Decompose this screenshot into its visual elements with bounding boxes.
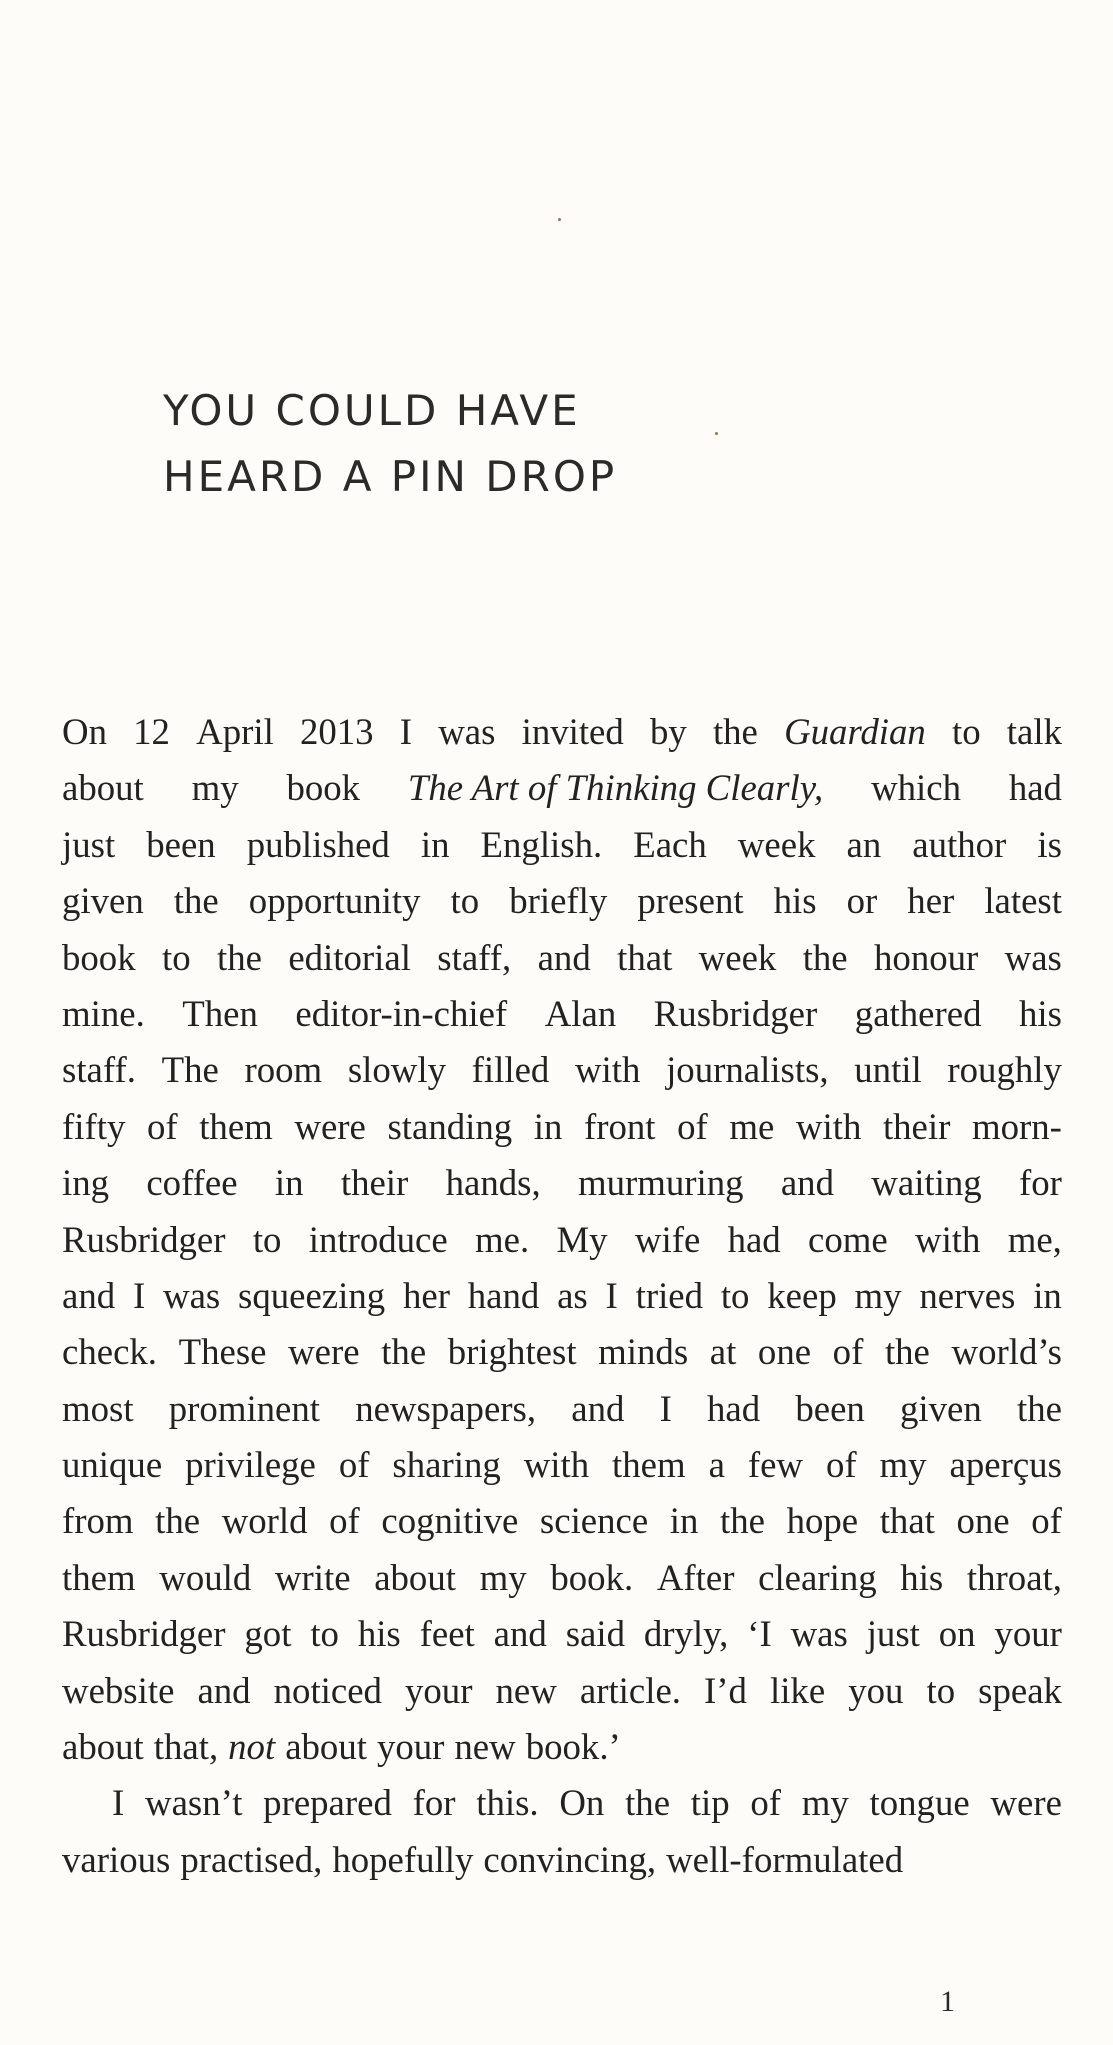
word: of: [832, 1331, 864, 1373]
word: wasn’t: [145, 1782, 243, 1824]
word: staff.: [62, 1049, 136, 1091]
word: present: [637, 880, 744, 922]
word: were: [294, 1105, 366, 1147]
word: throat,: [966, 1556, 1062, 1598]
word: his: [1018, 992, 1062, 1034]
text-line: [62, 1268, 1062, 1324]
text-line: [62, 1437, 1062, 1493]
word: I: [659, 1387, 672, 1429]
word: your: [405, 1669, 473, 1711]
word: The: [161, 1049, 219, 1091]
word: given: [900, 1387, 982, 1429]
word: well-formulated: [666, 1838, 904, 1880]
word: the: [173, 880, 219, 922]
word: Then: [182, 992, 258, 1034]
word: got: [244, 1613, 292, 1655]
word: one: [956, 1500, 1010, 1542]
word: that: [617, 936, 673, 978]
word: book.’: [525, 1726, 621, 1768]
word: talk: [1006, 711, 1062, 752]
word: Each: [633, 823, 707, 865]
word: and: [62, 1274, 116, 1316]
word: hopefully: [332, 1838, 474, 1880]
text-line: [62, 1324, 1062, 1380]
text-line: [62, 704, 1062, 760]
word: the: [155, 1500, 201, 1542]
word: to: [252, 1218, 282, 1260]
word: an: [846, 823, 882, 865]
word: roughly: [947, 1049, 1062, 1091]
word: to: [926, 1669, 956, 1711]
word: hand: [467, 1274, 540, 1316]
word: front: [583, 1105, 656, 1147]
word: and: [197, 1669, 251, 1711]
word: honour: [874, 936, 979, 978]
word: them: [199, 1105, 273, 1147]
text-line: [62, 1775, 1062, 1831]
word: which: [871, 767, 961, 809]
word: by: [649, 711, 687, 752]
word: in: [420, 823, 450, 865]
text-line: [62, 1550, 1062, 1606]
word: editor-in-chief: [295, 992, 508, 1034]
word: book.: [550, 1556, 634, 1598]
word: Rusbridger: [653, 992, 818, 1034]
word: new: [495, 1669, 557, 1711]
word: his: [773, 880, 817, 922]
word: book: [286, 767, 361, 809]
word: been: [146, 823, 216, 865]
word: various: [62, 1838, 171, 1880]
word: them: [612, 1444, 686, 1486]
word: the: [720, 1500, 765, 1542]
word: new: [454, 1726, 516, 1768]
word: were: [990, 1782, 1062, 1824]
word: to: [310, 1613, 339, 1655]
word: to: [450, 880, 480, 922]
word: at: [709, 1331, 737, 1373]
word: waiting: [871, 1162, 982, 1204]
word: introduce: [308, 1218, 448, 1260]
word: unique: [62, 1444, 163, 1486]
word: I: [112, 1782, 125, 1824]
word: with: [523, 1444, 590, 1486]
word: of: [329, 1500, 360, 1542]
word: the: [712, 711, 758, 752]
word: not: [228, 1726, 276, 1768]
word: their: [340, 1162, 409, 1204]
word: My: [556, 1218, 608, 1260]
word: for: [1018, 1162, 1062, 1204]
word: my: [879, 1444, 927, 1486]
word: with: [795, 1105, 862, 1147]
word: squeezing: [238, 1274, 386, 1316]
word: science: [539, 1500, 649, 1542]
word: with: [574, 1049, 641, 1091]
word: the: [884, 1331, 930, 1373]
word: with: [915, 1218, 981, 1260]
word: in: [274, 1162, 304, 1204]
word: privilege: [185, 1444, 316, 1486]
word: were: [288, 1331, 360, 1373]
word: standing: [387, 1105, 513, 1147]
text-line: [62, 873, 1062, 929]
word: like: [769, 1669, 826, 1711]
word: tongue: [869, 1782, 970, 1824]
word: in: [533, 1105, 563, 1147]
word: world’s: [951, 1331, 1062, 1373]
word: ‘I: [747, 1613, 772, 1655]
chapter-title-line-2: HEARD A PIN DROP: [163, 452, 618, 501]
word: and: [537, 936, 591, 978]
word: week: [698, 936, 777, 978]
word: sharing: [392, 1444, 501, 1486]
text-line: [62, 930, 1062, 986]
word: After: [656, 1556, 735, 1598]
word: These: [178, 1331, 267, 1373]
word: his: [900, 1556, 944, 1598]
word: one: [757, 1331, 812, 1373]
word: of: [146, 1105, 178, 1147]
word: the: [1016, 1387, 1062, 1429]
word: been: [795, 1387, 865, 1429]
word: me.: [475, 1218, 530, 1260]
paper-speck: [715, 432, 718, 435]
word: morn-: [971, 1105, 1062, 1147]
text-line: [62, 817, 1062, 873]
word: Guardian: [784, 711, 926, 752]
word: my: [854, 1274, 902, 1316]
word: tried: [635, 1274, 704, 1316]
word: article.: [579, 1669, 681, 1711]
word: journalists,: [666, 1049, 829, 1091]
word: room: [244, 1049, 323, 1091]
word: brightest: [447, 1331, 577, 1373]
word: until: [854, 1049, 922, 1091]
word: in: [1033, 1274, 1062, 1316]
word: hands,: [445, 1162, 541, 1204]
word: was: [163, 1274, 221, 1316]
word: of: [825, 1444, 857, 1486]
word: prepared: [263, 1782, 392, 1824]
word: about: [285, 1726, 367, 1768]
text-line: [62, 1663, 1062, 1719]
word: as: [557, 1274, 588, 1316]
word: their: [882, 1105, 951, 1147]
word: Rusbridger: [62, 1613, 226, 1655]
word: world: [221, 1500, 308, 1542]
word: filled: [471, 1049, 550, 1091]
word: tip: [690, 1782, 730, 1824]
word: his: [357, 1613, 401, 1655]
word: me: [729, 1105, 775, 1147]
word: a: [708, 1444, 725, 1486]
word: me,: [1007, 1218, 1062, 1260]
word: nerves: [919, 1274, 1016, 1316]
text-line: [62, 986, 1062, 1042]
word: On: [62, 711, 107, 752]
word: for: [412, 1782, 456, 1824]
word: just: [866, 1613, 920, 1655]
text-line: [62, 1719, 1062, 1775]
word: to: [720, 1274, 750, 1316]
word: of: [338, 1444, 370, 1486]
word: her: [402, 1274, 450, 1316]
word: April: [196, 711, 274, 752]
word: book: [62, 936, 136, 978]
word: noticed: [273, 1669, 382, 1711]
word: mine.: [62, 992, 145, 1034]
word: to: [161, 936, 191, 978]
word: the: [625, 1782, 671, 1824]
word: of: [677, 1105, 708, 1147]
word: most: [62, 1387, 134, 1429]
word: convincing,: [483, 1838, 657, 1880]
word: feet: [419, 1613, 475, 1655]
word: I: [605, 1274, 618, 1316]
word: my: [801, 1782, 849, 1824]
word: in: [669, 1500, 699, 1542]
word: keep: [767, 1274, 837, 1316]
word: on: [938, 1613, 976, 1655]
word: fifty: [62, 1105, 126, 1147]
word: check.: [62, 1331, 157, 1373]
word: published: [246, 823, 390, 865]
word: hope: [786, 1500, 859, 1542]
text-line: [62, 760, 1062, 816]
page-number: 1: [940, 1985, 955, 2018]
word: author: [912, 823, 1007, 865]
word: aperçus: [949, 1444, 1062, 1486]
text-line: [62, 1212, 1062, 1268]
word: about: [62, 1726, 144, 1768]
word: Alan: [544, 992, 617, 1034]
word: I’d: [704, 1669, 747, 1711]
word: few: [747, 1444, 804, 1486]
word: said: [565, 1613, 625, 1655]
word: staff,: [437, 936, 512, 978]
word: The Art of Thinking Clearly,: [407, 767, 824, 809]
word: clearing: [758, 1556, 877, 1598]
word: you: [848, 1669, 904, 1711]
word: come: [808, 1218, 888, 1260]
text-line: [62, 1832, 1062, 1888]
word: had: [727, 1218, 781, 1260]
text-line: [62, 1042, 1062, 1098]
text-line: [62, 1099, 1062, 1155]
word: and: [780, 1162, 834, 1204]
word: was: [1004, 936, 1062, 978]
word: given: [62, 880, 144, 922]
word: your: [376, 1726, 445, 1768]
word: speak: [978, 1669, 1062, 1711]
word: coffee: [146, 1162, 238, 1204]
word: On: [559, 1782, 605, 1824]
word: was: [790, 1613, 848, 1655]
word: I: [132, 1274, 146, 1316]
word: wife: [634, 1218, 701, 1260]
word: briefly: [509, 880, 608, 922]
word: from: [62, 1500, 134, 1542]
word: this.: [476, 1782, 539, 1824]
text-line: [62, 1381, 1062, 1437]
word: that: [879, 1500, 935, 1542]
word: week: [737, 823, 816, 865]
word: my: [191, 767, 239, 809]
word: prominent: [168, 1387, 321, 1429]
word: the: [381, 1331, 427, 1373]
text-line: [62, 1155, 1062, 1211]
word: invited: [521, 711, 624, 752]
word: had: [707, 1387, 761, 1429]
word: would: [159, 1556, 252, 1598]
word: and: [493, 1613, 547, 1655]
word: minds: [598, 1331, 689, 1373]
word: to: [952, 711, 981, 752]
word: of: [750, 1782, 782, 1824]
word: slowly: [347, 1049, 446, 1091]
word: I: [399, 711, 413, 752]
word: murmuring: [577, 1162, 744, 1204]
word: opportunity: [248, 880, 421, 922]
body-text: [62, 704, 1062, 1888]
word: was: [438, 711, 496, 752]
word: newspapers,: [355, 1387, 537, 1429]
word: of: [1031, 1500, 1062, 1542]
word: that,: [153, 1726, 219, 1768]
word: dryly,: [643, 1613, 729, 1655]
word: 12: [133, 711, 170, 752]
word: about: [374, 1556, 456, 1598]
word: editorial: [288, 936, 411, 978]
word: gathered: [854, 992, 982, 1034]
word: practised,: [180, 1838, 323, 1880]
word: cognitive: [381, 1500, 519, 1542]
word: write: [274, 1556, 351, 1598]
word: about: [62, 767, 144, 809]
word: English.: [480, 823, 603, 865]
word: 2013: [299, 711, 374, 752]
chapter-title-line-1: YOU COULD HAVE: [163, 386, 581, 435]
word: your: [994, 1613, 1062, 1655]
word: just: [62, 823, 116, 865]
word: her: [907, 880, 955, 922]
word: or: [846, 880, 878, 922]
word: them: [62, 1556, 136, 1598]
word: ing: [62, 1162, 110, 1204]
word: the: [802, 936, 848, 978]
word: the: [216, 936, 262, 978]
word: had: [1008, 767, 1062, 809]
word: latest: [984, 880, 1062, 922]
word: website: [62, 1669, 175, 1711]
word: is: [1037, 823, 1062, 865]
paper-speck: [558, 218, 561, 221]
text-line: [62, 1493, 1062, 1549]
word: and: [571, 1387, 625, 1429]
word: my: [479, 1556, 527, 1598]
chapter-title: [163, 378, 617, 510]
text-line: [62, 1606, 1062, 1662]
word: Rusbridger: [62, 1218, 226, 1260]
